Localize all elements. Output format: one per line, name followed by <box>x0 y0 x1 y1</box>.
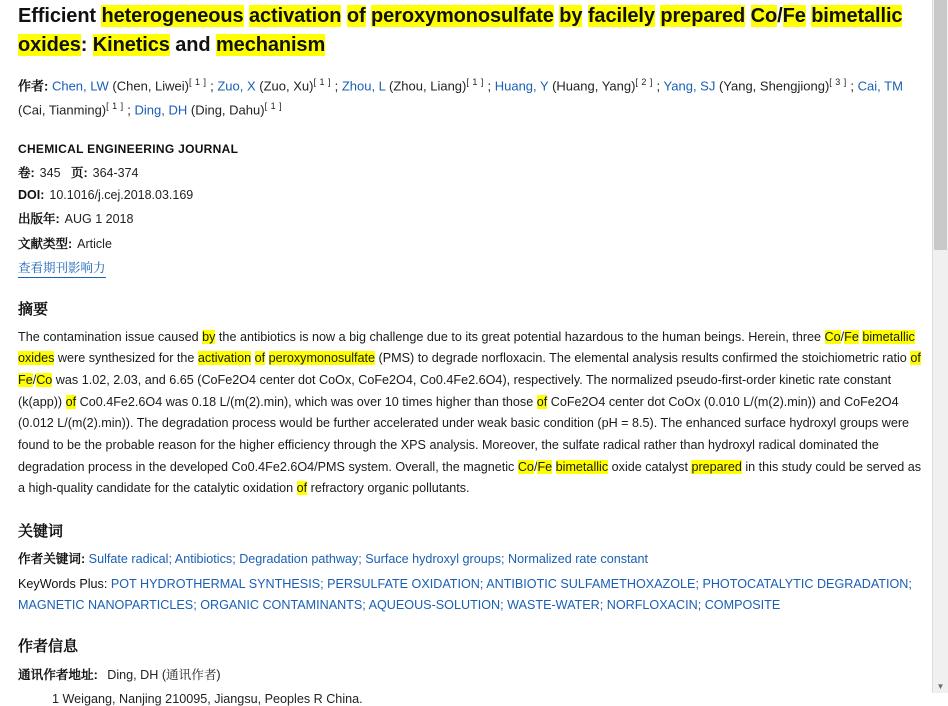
author-link[interactable]: Zuo, X <box>217 78 256 94</box>
abstract-highlight: oxides <box>18 351 55 366</box>
doctype-row <box>18 234 930 252</box>
scroll-down-icon[interactable]: ▼ <box>936 682 945 691</box>
abstract-highlight: Fe <box>18 373 33 388</box>
keyword-separator: ; <box>320 577 328 592</box>
author-info-heading: 作者信息 <box>18 638 79 656</box>
corresponding-author-label: 通讯作者地址: <box>18 668 98 683</box>
pubyear-value: AUG 1 2018 <box>64 211 134 226</box>
title-highlight: Kinetics <box>92 34 170 56</box>
vertical-scrollbar[interactable] <box>932 0 948 693</box>
title-text: / <box>777 5 783 27</box>
doi-label: DOI: <box>18 187 45 202</box>
journal-impact-link[interactable]: 查看期刊影响力 <box>18 261 106 278</box>
abstract-highlight: Fe <box>537 459 553 474</box>
keywords-plus-item[interactable]: ORGANIC CONTAMINANTS <box>200 597 363 612</box>
keywords-plus-item[interactable]: NORFLOXACIN <box>606 597 698 612</box>
scrollbar-thumb[interactable] <box>934 0 947 250</box>
abstract-highlight: Co <box>824 329 841 344</box>
author-separator: ; <box>123 102 135 118</box>
abstract-highlight: by <box>202 329 216 344</box>
title-highlight: of <box>346 5 366 27</box>
keywords-plus-list <box>18 577 912 611</box>
author-keyword[interactable]: Surface hydroxyl groups <box>365 552 502 566</box>
doctype-value: Article <box>77 236 112 251</box>
title-text: : <box>80 34 93 56</box>
abstract-highlight: activation <box>197 351 252 366</box>
author-fullname: (Huang, Yang) <box>548 78 636 94</box>
keyword-separator: ; <box>500 597 508 612</box>
author-link[interactable]: Yang, SJ <box>663 78 716 94</box>
pubyear-row <box>18 209 930 227</box>
keyword-separator: ; <box>232 552 240 566</box>
author-affiliation-marker: [ 1 ] <box>106 101 124 112</box>
author-link[interactable]: Chen, LW <box>51 78 109 94</box>
authors-line <box>18 74 930 123</box>
author-keyword[interactable]: Sulfate radical <box>88 552 169 566</box>
author-link[interactable]: Huang, Y <box>494 78 549 94</box>
author-affiliation-marker: [ 1 ] <box>313 77 331 87</box>
title-highlight: heterogeneous <box>101 5 244 27</box>
keywords-plus-item[interactable]: AQUEOUS-SOLUTION <box>368 597 501 612</box>
pages-label: 页: <box>70 165 88 180</box>
volume-label: 卷: <box>18 165 35 180</box>
author-keyword[interactable]: Degradation pathway <box>239 552 359 566</box>
author-fullname: (Cai, Tianming) <box>18 102 107 118</box>
abstract-highlight: Co <box>36 373 53 388</box>
author-fullname: (Zuo, Xu) <box>255 78 314 94</box>
title-highlight: activation <box>249 5 342 27</box>
doi-row <box>18 188 930 202</box>
author-separator: ; <box>652 78 664 94</box>
author-affiliation-marker: [ 1 ] <box>189 77 207 87</box>
abstract-heading: 摘要 <box>18 300 49 318</box>
pubyear-label: 出版年: <box>18 211 60 226</box>
abstract-highlight: Co <box>517 459 534 474</box>
keyword-separator: ; <box>908 577 912 592</box>
corresponding-author-value: Ding, DH (通讯作者) <box>107 668 221 683</box>
page-title <box>18 0 930 60</box>
keywords-plus-item[interactable]: PHOTOCATALYTIC DEGRADATION <box>702 577 909 592</box>
abstract-highlight: of <box>536 394 548 409</box>
abstract-text: oxide catalyst <box>608 459 692 474</box>
author-separator: ; <box>330 78 342 94</box>
abstract-text: (PMS) to degrade norfloxacin. The elemental analysis results confirmed the stoichiometric ratio <box>375 351 911 366</box>
journal-name: CHEMICAL ENGINEERING JOURNAL <box>18 141 239 156</box>
volume-value: 345 <box>39 165 61 180</box>
title-highlight: mechanism <box>215 34 326 56</box>
keywords-plus-item[interactable]: POT HYDROTHERMAL SYNTHESIS <box>110 577 321 592</box>
title-text: and <box>169 34 216 56</box>
abstract-text: / <box>533 459 538 474</box>
volume-pages-row <box>18 163 930 181</box>
keyword-separator: ; <box>501 552 509 566</box>
doi-value: 10.1016/j.cej.2018.03.169 <box>49 187 194 202</box>
author-address: 1 Weigang, Nanjing 210095, Jiangsu, Peoples R China. <box>52 692 363 706</box>
abstract-highlight: of <box>254 351 266 366</box>
keyword-separator: ; <box>697 597 705 612</box>
author-fullname: (Ding, Dahu) <box>187 102 265 118</box>
author-separator: ; <box>846 78 858 94</box>
abstract-text: CoFe2O4 center dot CoOx (0.010 L/(m(2).min)) and CoFe2O4 (0.012 L/(m(2).min)). The degradation process would be further accelerated under weak basic condition (pH = 8.5). The enhanced surface hydroxyl groups were found to be the probable reason for the higher efficiency through the XPS analysis. Moreover, the sulfate radical rather than hydroxyl radical dominated the degradation process in the developed Co0.4Fe2.6O4/PMS system. Overall, the magnetic <box>18 394 910 474</box>
abstract-text: was 1.02, 2.03, and 6.65 (CoFe2O4 center dot CoOx, CoFe2O4, Co0.4Fe2.6O4), respectively. The normalized pseudo-first-order kinetic rate constant (k(app)) <box>18 373 892 409</box>
title-highlight: oxides <box>18 34 81 56</box>
abstract-text: in this study could be served as a high-quality candidate for the catalytic oxidation <box>18 459 922 496</box>
keywords-plus-item[interactable]: PERSULFATE OXIDATION <box>327 577 480 592</box>
title-highlight: Co <box>750 5 778 27</box>
abstract-text <box>18 327 930 500</box>
keyword-separator: ; <box>193 597 201 612</box>
abstract-highlight: of <box>296 481 308 496</box>
title-text <box>745 5 750 27</box>
author-affiliation-marker: [ 2 ] <box>635 77 653 87</box>
author-keywords-label: 作者关键词: <box>18 552 86 566</box>
author-fullname: (Chen, Liwei) <box>108 78 189 94</box>
keyword-separator: ; <box>479 577 487 592</box>
abstract-text: the antibiotics is now a big challenge due to its great potential hazardous to the human beings. Herein, three <box>215 329 825 344</box>
authors-label: 作者: <box>18 78 52 94</box>
title-highlight: peroxymonosulfate <box>371 5 554 27</box>
keywords-plus-item[interactable]: MAGNETIC NANOPARTICLES <box>18 597 194 612</box>
abstract-highlight: of <box>910 351 921 366</box>
author-link[interactable]: Cai, TM <box>857 78 903 94</box>
author-separator: ; <box>206 78 218 94</box>
author-link[interactable]: Zhou, L <box>341 78 386 94</box>
title-highlight: bimetallic <box>811 5 903 27</box>
doctype-label: 文献类型: <box>18 236 73 251</box>
abstract-text: / <box>32 373 37 388</box>
author-keyword[interactable]: Antibiotics <box>174 552 233 566</box>
title-highlight: by <box>559 5 583 27</box>
author-affiliation-marker: [ 3 ] <box>829 77 847 87</box>
keyword-separator: ; <box>362 597 369 612</box>
abstract-highlight: Fe <box>844 329 859 344</box>
pages-value: 364-374 <box>92 165 139 180</box>
author-fullname: (Zhou, Liang) <box>385 78 467 94</box>
abstract-highlight: prepared <box>691 459 742 474</box>
keywords-plus-item[interactable]: ANTIBIOTIC SULFAMETHOXAZOLE <box>486 577 696 592</box>
author-keywords-list <box>89 552 648 566</box>
title-text: Efficient <box>18 5 102 27</box>
abstract-text: Co0.4Fe2.6O4 was 0.18 L/(m(2).min), which was over 10 times higher than those <box>76 394 537 409</box>
keywords-heading: 关键词 <box>18 523 64 540</box>
abstract-highlight: of <box>65 394 77 409</box>
author-keywords-row <box>18 549 930 569</box>
keywords-plus-item[interactable]: COMPOSITE <box>704 597 781 612</box>
abstract-highlight: bimetallic <box>555 459 609 474</box>
abstract-text: / <box>840 329 845 344</box>
title-highlight: Fe <box>782 5 806 27</box>
keywords-plus-label: KeyWords Plus: <box>18 577 108 592</box>
corresponding-author-row <box>18 664 930 683</box>
author-affiliation-marker: [ 1 ] <box>264 101 283 112</box>
keyword-separator: ; <box>168 552 175 566</box>
abstract-highlight: peroxymonosulfate <box>268 351 376 366</box>
title-highlight: prepared <box>660 5 746 27</box>
abstract-text: The contamination issue caused <box>18 329 203 344</box>
keywords-plus-row <box>18 574 930 615</box>
keyword-separator: ; <box>358 552 366 566</box>
keywords-plus-item[interactable]: WASTE-WATER <box>507 597 600 612</box>
keyword-separator: ; <box>695 577 703 592</box>
abstract-highlight: bimetallic <box>862 329 915 344</box>
abstract-text: were synthesized for the <box>54 351 198 366</box>
abstract-text: refractory organic pollutants. <box>307 481 470 496</box>
author-link[interactable]: Ding, DH <box>134 102 188 118</box>
author-affiliation-marker: [ 1 ] <box>466 77 484 87</box>
author-fullname: (Yang, Shengjiong) <box>715 78 830 94</box>
author-keyword[interactable]: Normalized rate constant <box>508 552 649 566</box>
title-highlight: facilely <box>587 5 655 27</box>
keyword-separator: ; <box>599 597 607 612</box>
author-separator: ; <box>483 78 495 94</box>
